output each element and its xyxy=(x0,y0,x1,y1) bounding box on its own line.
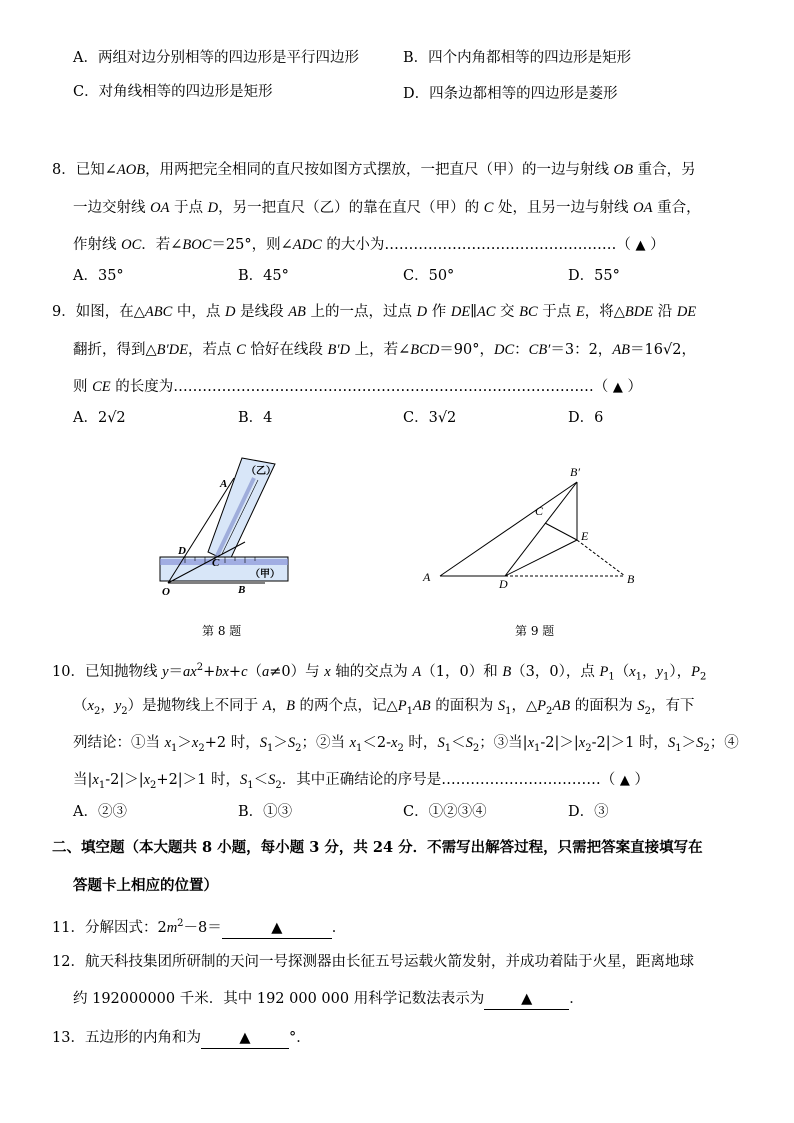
q11-blank[interactable]: ▲ xyxy=(222,918,332,939)
point-d9-label: D xyxy=(499,577,508,591)
figure-9 xyxy=(415,460,650,595)
q7-option-c: C．对角线相等的四边形是矩形 xyxy=(73,84,273,100)
figure-8-caption: 第 8 题 xyxy=(202,624,242,638)
q9-option-b: B．4 xyxy=(238,410,273,426)
point-c-label: C xyxy=(212,557,220,569)
q7-option-d: D．四条边都相等的四边形是菱形 xyxy=(403,86,618,102)
q10-line2: （$x_2$，$y_2$）是抛物线上不同于 A，B 的两个点，记$\triangle P_1AB$ 的面积为 $S_1$，$\triangle P_2AB$ 的面积为 $S_2$，有下 xyxy=(73,698,695,717)
figure-9-caption: 第 9 题 xyxy=(515,624,555,638)
q12-line2: 约 192000000 千米．其中 192 000 000 用科学记数法表示为 ▲ ． xyxy=(73,989,584,1010)
q9-option-d: D．6 xyxy=(568,410,604,426)
point-e-label: E xyxy=(581,529,589,543)
ruler-jia-label: （甲） xyxy=(250,569,280,580)
point-a-label: A xyxy=(220,478,228,490)
q8-line1: 8．已知∠AOB，用两把完全相同的直尺按如图方式摆放，一把直尺（甲）的一边与射线 OB 重合，另 xyxy=(52,162,696,178)
q8-line3: 作射线 OC．若∠BOC＝25°，则∠ADC 的大小为…………………………………………（ ▲ ） xyxy=(73,237,665,253)
point-o-label: O xyxy=(162,586,170,598)
ruler-yi-label: （乙） xyxy=(246,466,276,477)
q8-option-d: D．55° xyxy=(568,268,620,284)
q7-option-a: A．两组对边分别相等的四边形是平行四边形 xyxy=(73,50,359,66)
q8-line2: 一边交射线 OA 于点 D，另一把直尺（乙）的靠在直尺（甲）的 C 处，且另一边与射线 OA 重合， xyxy=(73,200,701,216)
q12-line1: 12．航天科技集团所研制的天问一号探测器由长征五号运载火箭发射，并成功着陆于火星，距离地球 xyxy=(52,954,694,970)
q9-line2: 翻折，得到△B′DE，若点 C 恰好在线段 B′D 上，若∠BCD＝90°，DC：CB′＝3：2，AB＝16√2， xyxy=(73,342,696,358)
point-b-label: B xyxy=(238,584,246,596)
q9-line3: 则 CE 的长度为……………………………………………………………………………（ ▲ ） xyxy=(73,379,642,395)
point-c9-label: C xyxy=(535,504,544,518)
point-d-label: D xyxy=(178,545,186,557)
q10-line3: 列结论：①当 $x_1>x_2+2$ 时，$S_1>S_2$；②当 $x_1<2-x_2$ 时，$S_1<S_2$；③当$|x_1-2|>|x_2-2|>1$ 时，$S_1>S_2$；④ xyxy=(73,735,739,754)
q13: 13．五边形的内角和为 ▲ °． xyxy=(52,1028,311,1049)
q10-line4: 当$|x_1-2|>|x_2+2|>1$ 时，$S_1<S_2$．其中正确结论的序号是……………………………（ ▲ ） xyxy=(73,772,649,791)
q13-blank[interactable]: ▲ xyxy=(201,1028,289,1049)
point-b9-label: B xyxy=(627,572,635,586)
q10-option-c: C．①②③④ xyxy=(403,804,487,820)
point-a9-label: A xyxy=(423,570,431,584)
q10-option-d: D．③ xyxy=(568,804,609,820)
q10-option-b: B．①③ xyxy=(238,804,293,820)
point-bprime-label: B′ xyxy=(570,465,580,479)
q7-option-b: B．四个内角都相等的四边形是矩形 xyxy=(403,50,632,66)
q11: 11．分解因式：$2m^2-8=$ ▲ ． xyxy=(52,914,346,939)
figure-8 xyxy=(150,450,300,600)
q9-option-a: A．2√2 xyxy=(73,410,126,426)
q9-option-c: C．3√2 xyxy=(403,410,457,426)
section-2-heading-line1: 二、填空题（本大题共 8 小题，每小题 3 分，共 24 分．不需写出解答过程，只需把答案直接填写在 xyxy=(52,839,703,856)
q9-line1: 9．如图，在△ABC 中，点 D 是线段 AB 上的一点，过点 D 作 DE∥AC 交 BC 于点 E，将△BDE 沿 DE xyxy=(52,304,697,320)
q10-line1: 10．已知抛物线 $y=ax^2+bx+c(a\ne 0)$与 x 轴的交点为 A（1，0）和 B（3，0），点 $P_1(x_1$，$y_1$），$P_2$ xyxy=(52,662,707,683)
q8-option-c: C．50° xyxy=(403,268,455,284)
section-2-heading-line2: 答题卡上相应的位置） xyxy=(73,877,218,894)
q8-option-a: A．35° xyxy=(73,268,124,284)
q10-option-a: A．②③ xyxy=(73,804,127,820)
q8-option-b: B．45° xyxy=(238,268,289,284)
q12-blank[interactable]: ▲ xyxy=(484,989,569,1010)
